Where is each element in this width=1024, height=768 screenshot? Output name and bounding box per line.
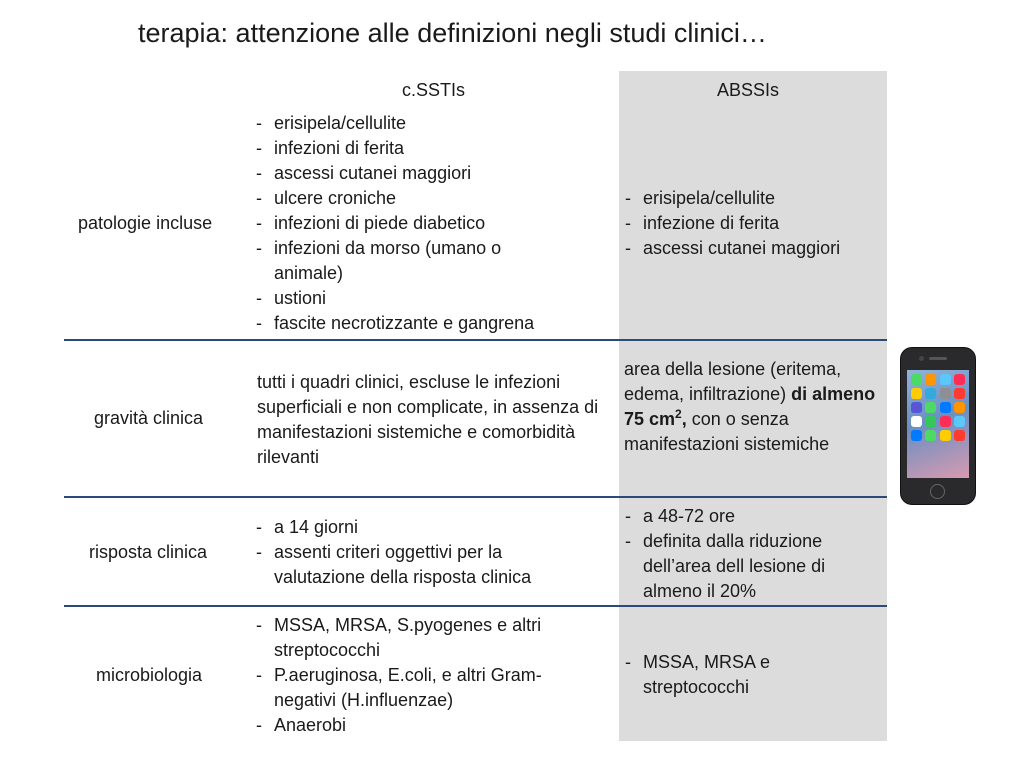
app-icon [911,430,922,441]
row-divider [64,339,887,341]
app-icon [940,416,951,427]
list-item: - erisipela/cellulite [256,111,596,136]
abssi-patologie-cell [625,186,885,261]
cssti-microbiologia-cell [256,613,596,738]
app-icon [911,402,922,413]
row-label-risposta: risposta clinica [89,542,208,562]
abssi-risposta-list [625,504,865,604]
cssti-patologie-cell [256,111,596,336]
app-icon [911,416,922,427]
list-item: - P.aeruginosa, E.coli, e altri Gram-negativi (H.influenzae) [256,663,596,713]
abssi-gravita-text-part1: area della lesione (eritema, edema, infiltrazione) [624,359,842,404]
app-icon [954,374,965,385]
app-icon [940,430,951,441]
phone-camera [919,356,924,361]
phone-screen [907,370,969,478]
list-item: - ascessi cutanei maggiori [625,236,885,261]
abssi-gravita-cell [624,357,886,457]
row-label-microbiologia: microbiologia [96,665,203,685]
list-item: - Anaerobi [256,713,596,738]
column-header-cssti: c.SSTIs [402,80,466,100]
cssti-gravita-cell [257,370,617,470]
app-icon [954,416,965,427]
row-label-gravita: gravità clinica [94,408,204,428]
abssi-microbiologia-cell [625,650,815,700]
list-item: - ascessi cutanei maggiori [256,161,596,186]
app-icon [911,388,922,399]
list-item: - ulcere croniche [256,186,596,211]
app-icon [925,374,936,385]
phone-speaker [929,357,947,360]
row-divider [64,605,887,607]
cssti-gravita-text: tutti i quadri clinici, escluse le infezioni superficiali e non complicate, in assenza di manifestazioni sistemiche e comorbidità rilevanti [257,372,599,467]
app-icon [925,388,936,399]
abssi-gravita-text [624,357,886,457]
app-icon [954,388,965,399]
list-item: - a 14 giorni [256,515,586,540]
abssi-gravita-text-part2: con o senza manifestazioni sistemiche [624,409,830,454]
cssti-patologie-list [256,111,596,336]
list-item: - ustioni [256,286,596,311]
smartphone-icon [900,347,976,505]
phone-home-button [930,484,945,499]
app-icon [925,416,936,427]
list-item: - MSSA, MRSA, S.pyogenes e altri streptococchi [256,613,596,663]
cssti-risposta-cell [256,515,586,590]
row-label-patologie: patologie incluse [78,213,213,233]
abssi-risposta-cell [625,504,865,604]
abssi-patologie-list [625,186,885,261]
app-icon [954,402,965,413]
row-divider [64,496,887,498]
app-icon [940,402,951,413]
list-item: - a 48-72 ore [625,504,865,529]
abssi-gravita-bold-threshold: di almeno 75 $cm^2$, [624,384,876,429]
slide-title: terapia: attenzione alle definizioni negli studi clinici… [138,18,767,48]
list-item: - assenti criteri oggettivi per la valutazione della risposta clinica [256,540,586,590]
list-item: - fascite necrotizzante e gangrena [256,311,596,336]
list-item: - infezioni da morso (umano o animale) [256,236,549,286]
abssi-microbiologia-list [625,650,815,700]
list-item: - infezione di ferita [625,211,885,236]
app-icon [911,374,922,385]
column-header-abssi: ABSSIs [717,80,780,100]
cssti-microbiologia-list [256,613,596,738]
app-icon [925,430,936,441]
list-item: - infezioni di piede diabetico [256,211,596,236]
app-icon [925,402,936,413]
app-icon [954,430,965,441]
app-icon [940,388,951,399]
list-item: - MSSA, MRSA e streptococchi [625,650,815,700]
cssti-risposta-list [256,515,586,590]
list-item: - definita dalla riduzione dell’area dell lesione di almeno il 20% [625,529,865,604]
list-item: - infezioni di ferita [256,136,596,161]
list-item: - erisipela/cellulite [625,186,885,211]
app-icon [940,374,951,385]
